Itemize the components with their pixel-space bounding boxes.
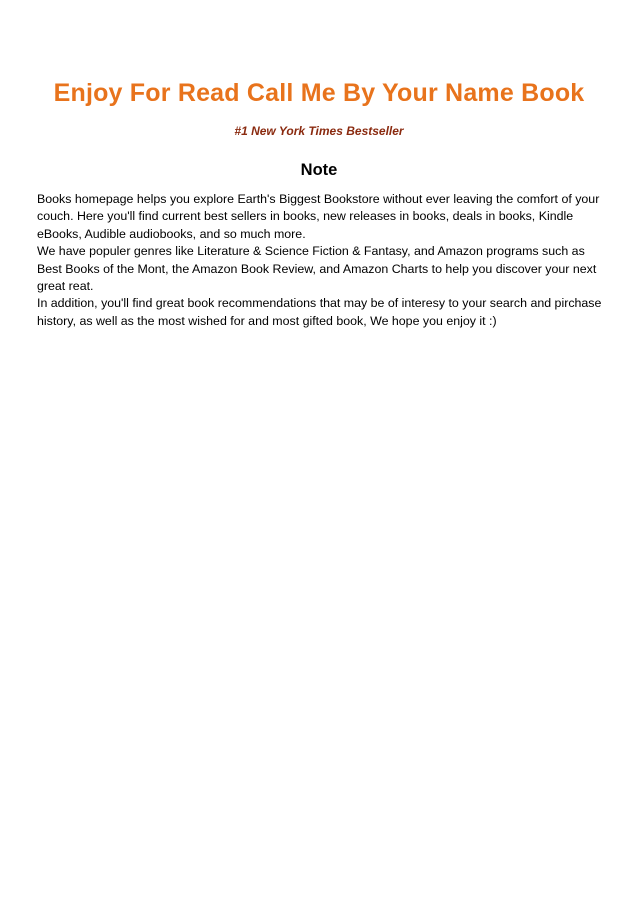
note-paragraph: We have populer genres like Literature & Science Fiction & Fantasy, and Amazon programs such as Best Books of the Mont, the Amazon Book Review, and Amazon Charts to help you discover your next great reat. [37, 244, 597, 294]
document-title: Enjoy For Read Call Me By Your Name Book [53, 79, 585, 107]
note-paragraph: In addition, you'll find great book recommendations that may be of interesy to your search and pirchase history, as well as the most wished for and most gifted book, We hope you enjoy it :) [37, 296, 602, 328]
bestseller-subtitle: #1 New York Times Bestseller [234, 124, 404, 138]
note-paragraph: Books homepage helps you explore Earth's Biggest Bookstore without ever leaving the comfort of your couch. Here you'll find current best sellers in books, new releases in books, deals in books, Kindle eBooks, Audible audiobooks, and so much more. [37, 192, 600, 241]
note-heading: Note [300, 161, 338, 179]
note-body [37, 191, 602, 330]
